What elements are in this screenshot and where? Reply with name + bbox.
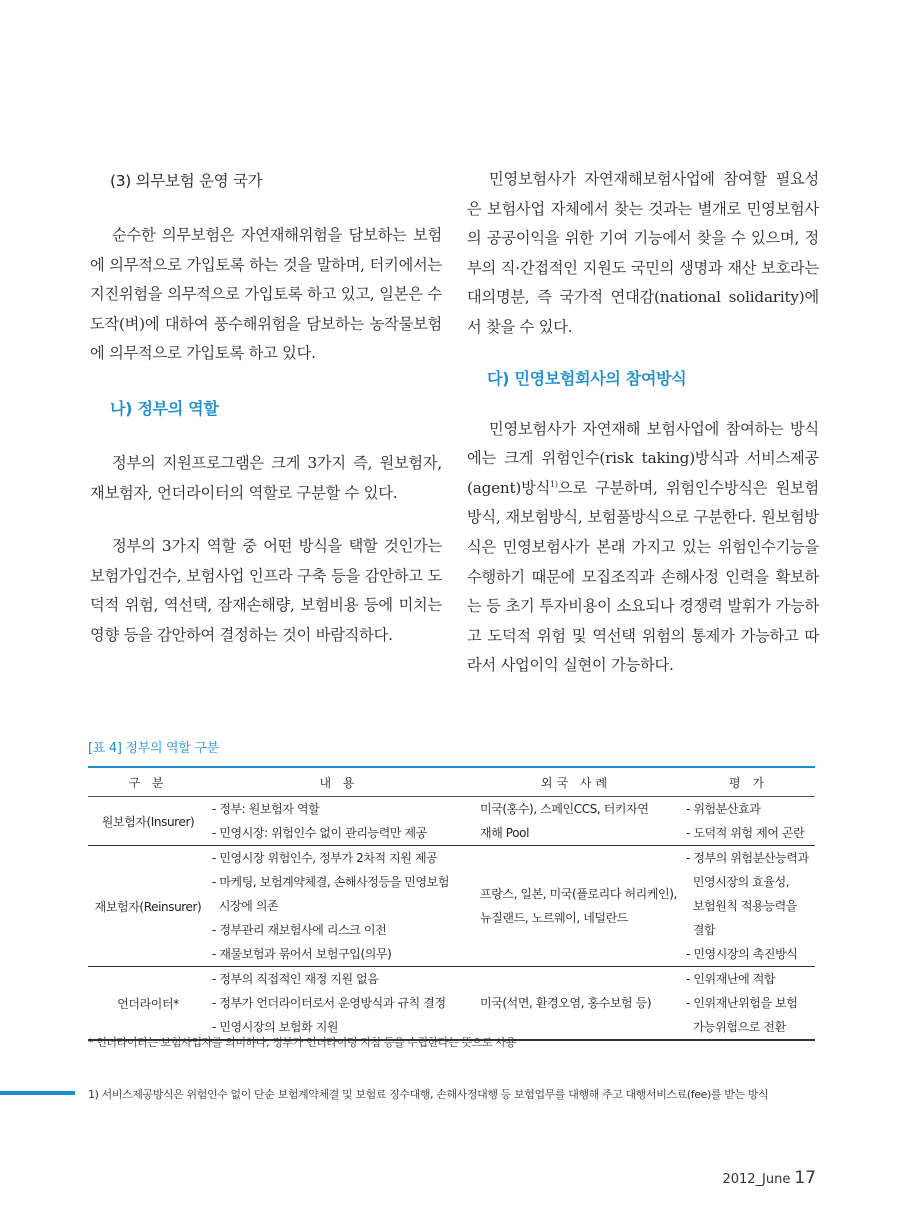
- content-line: - 민영시장의 보험화 지원: [212, 1020, 339, 1034]
- paragraph-mandatory-insurance: 순수한 의무보험은 자연재해위험을 담보하는 보험에 의무적으로 가입토록 하는 것을 말하며, 터키에서는 지진위험을 의무적으로 가입토록 하고 있고, 일본은 수도작(벼)에 대하여 풍수해위험을 담보하는 농작물보험에 의무적으로 가입토록 하고 있다.: [90, 226, 442, 363]
- table-caption: [표 4] 정부의 역할 구분: [88, 741, 219, 756]
- issue-date: 2012_June: [722, 1172, 791, 1187]
- cases-line: 미국(석면, 환경오염, 홍수보험 등): [480, 996, 652, 1010]
- eval-line: - 인위재난위험을 보험: [686, 996, 798, 1010]
- content-cell: [208, 967, 470, 1041]
- content-cell: [208, 797, 470, 846]
- content-line: - 정부: 원보험자 역할: [212, 802, 320, 816]
- eval-line: - 위험분산효과: [686, 802, 761, 816]
- content-line: - 정부가 언더라이터로서 운영방식과 규칙 결정: [212, 996, 446, 1010]
- footnote-accent-bar: [0, 1091, 75, 1095]
- eval-line: 결합: [686, 923, 716, 937]
- table-note: * 언더라이터는 보험사업자를 의미하나, 정부가 언더라이팅 지침 등을 수립한다는 뜻으로 사용: [88, 1036, 516, 1049]
- page-number-value: 17: [794, 1168, 816, 1188]
- content-line: 시장에 의존: [212, 899, 279, 913]
- cases-line: 재해 Pool: [480, 826, 530, 840]
- header-content: 내 용: [208, 767, 470, 797]
- cases-line: 미국(홍수), 스페인CCS, 터키자연: [480, 802, 649, 816]
- header-foreign-cases: 외국 사례: [470, 767, 682, 797]
- cases-line: 프랑스, 일본, 미국(플로리다 허리케인),: [480, 887, 677, 901]
- eval-cell: [682, 967, 815, 1041]
- content-cell: [208, 846, 470, 967]
- eval-line: - 인위재난에 적합: [686, 972, 776, 986]
- cases-cell: [470, 846, 682, 967]
- content-line: - 재물보험과 묶어서 보험구입(의무): [212, 947, 392, 961]
- category-cell: 언더라이터*: [88, 967, 208, 1041]
- table-header-row: [88, 767, 815, 797]
- paragraph-role-selection: 정부의 3가지 역할 중 어떤 방식을 택할 것인가는 보험가입건수, 보험사업 인프라 구축 등을 감안하고 도덕적 위험, 역선택, 잠재손해량, 보험비용 등에 미치는 영향 등을 감안하여 결정하는 것이 바람직하다.: [90, 537, 442, 644]
- cases-cell: [470, 967, 682, 1041]
- eval-line: 민영시장의 효율성,: [686, 875, 790, 889]
- paragraph-participation-methods: [467, 415, 819, 681]
- table-row: [88, 846, 815, 967]
- section-heading-private-participation: 다) 민영보험회사의 참여방식: [487, 368, 687, 388]
- cases-line: 뉴질랜드, 노르웨이, 네덜란드: [480, 911, 628, 925]
- content-line: - 정부의 직접적인 재정 지원 없음: [212, 972, 379, 986]
- category-cell: 재보험자(Reinsurer): [88, 846, 208, 967]
- eval-line: 가능위험으로 전환: [686, 1020, 786, 1034]
- footnote-ref[interactable]: 1): [550, 479, 558, 489]
- paragraph-private-insurer-necessity: 민영보험사가 자연재해보험사업에 참여할 필요성은 보험사업 자체에서 찾는 것과는 별개로 민영보험사의 공공이익을 위한 기여 기능에서 찾을 수 있으며, 정부의 직·간접적인 지원도 국민의 생명과 재산 보호라는 대의명분, 즉 국가적 연대감(national solidarity)에서 찾을 수 있다.: [467, 170, 819, 336]
- content-line: - 정부관리 재보험사에 리스크 이전: [212, 923, 387, 937]
- left-column: [90, 165, 442, 651]
- heading-mandatory-insurance-countries: (3) 의무보험 운영 국가: [110, 172, 263, 190]
- page-number: [722, 1168, 816, 1188]
- eval-cell: [682, 846, 815, 967]
- eval-line: - 민영시장의 촉진방식: [686, 947, 798, 961]
- eval-line: 보험원칙 적용능력을: [686, 899, 797, 913]
- participation-text-a: 민영보험사가 자연재해 보험사업에 참여하는 방식에는 크게 위험인수(risk taking)방식과 서비스제공(agent)방식: [467, 419, 819, 497]
- table-row: [88, 967, 815, 1041]
- section-heading-government-role: 나) 정부의 역할: [110, 398, 219, 418]
- content-line: - 민영시장 위험인수, 정부가 2차적 지원 제공: [212, 851, 438, 865]
- header-category: 구 분: [88, 767, 208, 797]
- table-row: [88, 797, 815, 846]
- category-cell: 원보험자(Insurer): [88, 797, 208, 846]
- content-line: - 마케팅, 보험계약체결, 손해사정등을 민영보험: [212, 875, 450, 889]
- eval-line: - 도덕적 위험 제어 곤란: [686, 826, 805, 840]
- government-role-table: [88, 766, 815, 1041]
- cases-cell: [470, 797, 682, 846]
- eval-cell: [682, 797, 815, 846]
- footnote: 1) 서비스제공방식은 위험인수 없이 단순 보험계약체결 및 보험료 징수대행, 손해사정대행 등 보험업무를 대행해 주고 대행서비스료(fee)를 받는 방식: [88, 1088, 769, 1101]
- header-evaluation: 평 가: [682, 767, 815, 797]
- paragraph-government-program: 정부의 지원프로그램은 크게 3가지 즉, 원보험자, 재보험자, 언더라이터의 역할로 구분할 수 있다.: [90, 453, 442, 502]
- eval-line: - 정부의 위험분산능력과: [686, 851, 809, 865]
- right-column: [467, 165, 819, 681]
- participation-text-b: 으로 구분하며, 위험인수방식은 원보험방식, 재보험방식, 보험풀방식으로 구분한다. 원보험방식은 민영보험사가 본래 가지고 있는 위험인수기능을 수행하기 때문에 모집조직과 손해사정 인력을 확보하는 등 초기 투자비용이 소요되나 경쟁력 발휘가 가능하고 도덕적 위험 및 역선택 위험의 통제가 가능하고 따라서 사업이익 실현이 가능하다.: [467, 478, 819, 675]
- content-line: - 민영시장: 위험인수 없이 관리능력만 제공: [212, 826, 427, 840]
